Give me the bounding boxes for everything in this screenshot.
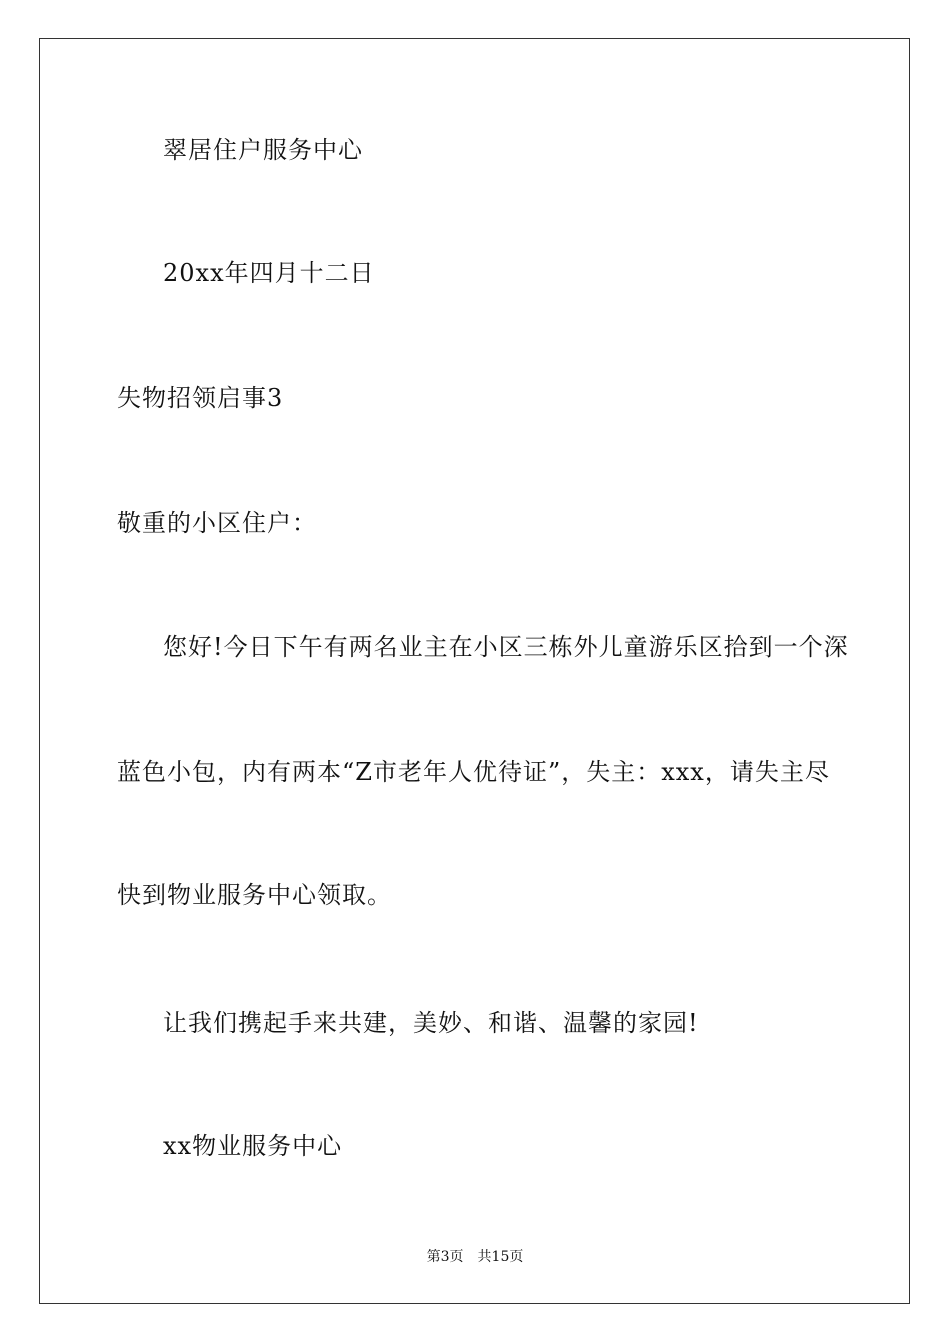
page-footer	[0, 1247, 950, 1267]
signature-date-line: 20xx年四月十二日	[163, 259, 375, 287]
notice-title: 失物招领启事3	[117, 384, 284, 412]
body-paragraph-line-1: 您好!今日下午有两名业主在小区三栋外儿童游乐区拾到一个深	[163, 633, 849, 661]
closing-sentence: 让我们携起手来共建，美妙、和谐、温馨的家园!	[163, 1009, 699, 1037]
salutation: 敬重的小区住户：	[117, 509, 317, 537]
page-total: 共15页	[477, 1249, 524, 1265]
body-paragraph-line-3: 快到物业服务中心领取。	[117, 881, 392, 909]
signature-org: xx物业服务中心	[163, 1132, 343, 1160]
body-paragraph-line-2: 蓝色小包，内有两本“Z市老年人优待证”，失主：xxx，请失主尽	[117, 758, 830, 786]
page-number: 第3页	[426, 1249, 464, 1265]
page-border	[39, 38, 910, 1304]
signature-org-line: 翠居住户服务中心	[163, 136, 363, 164]
